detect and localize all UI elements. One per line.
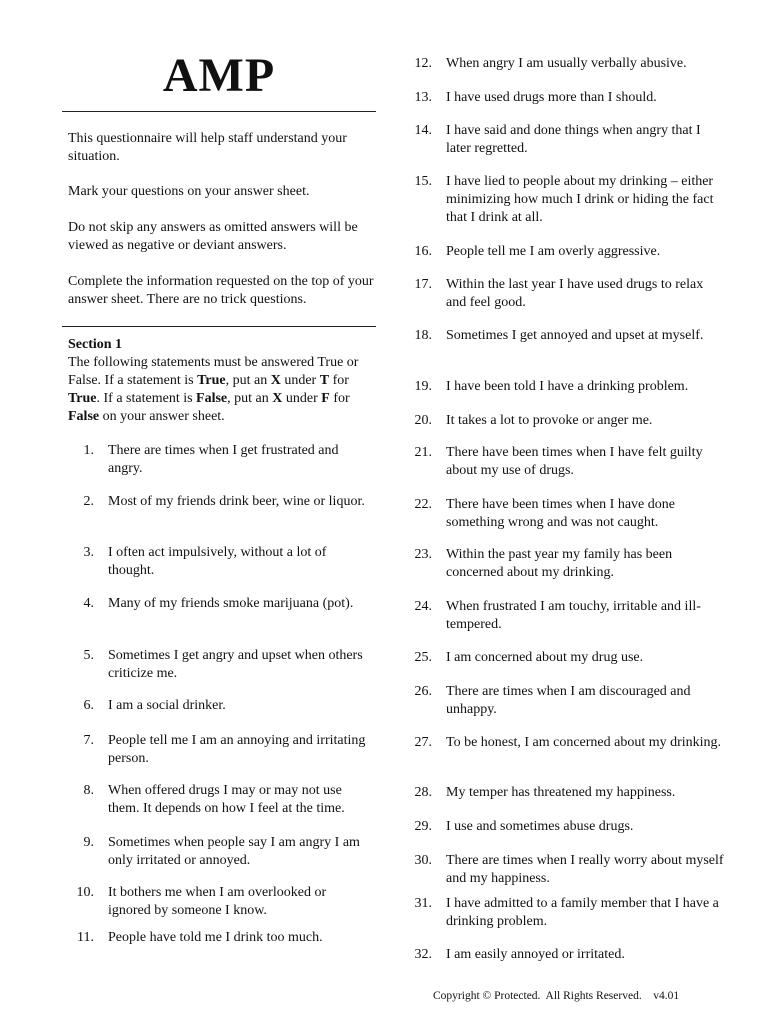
question-number: 10. bbox=[76, 885, 94, 900]
title-divider bbox=[62, 111, 376, 112]
question-text: I often act impulsively, without a lot of thought. bbox=[108, 545, 327, 578]
question-text: I am a social drinker. bbox=[108, 698, 226, 713]
question-text: I have admitted to a family member that I have a drinking problem. bbox=[446, 896, 719, 929]
question-text: I am concerned about my drug use. bbox=[446, 650, 644, 665]
question-number: 17. bbox=[414, 277, 432, 292]
question-number: 13. bbox=[414, 90, 432, 105]
question-text: My temper has threatened my happiness. bbox=[446, 785, 676, 800]
question-number: 3. bbox=[83, 545, 94, 560]
section-divider bbox=[62, 326, 376, 327]
question-number: 4. bbox=[83, 596, 94, 611]
question-number: 28. bbox=[414, 785, 432, 800]
question-text: People tell me I am an annoying and irritating person. bbox=[108, 733, 366, 766]
intro-paragraph: Do not skip any answers as omitted answers will be viewed as negative or deviant answers. bbox=[68, 220, 358, 253]
question-text: I use and sometimes abuse drugs. bbox=[446, 819, 634, 834]
question-number: 14. bbox=[414, 123, 432, 138]
question-number: 19. bbox=[414, 379, 432, 394]
question-text: I have said and done things when angry that I later regretted. bbox=[446, 123, 701, 156]
intro-paragraph: This questionnaire will help staff understand your situation. bbox=[68, 131, 347, 164]
question-number: 16. bbox=[414, 244, 432, 259]
question-number: 27. bbox=[414, 735, 432, 750]
question-text: People tell me I am overly aggressive. bbox=[446, 244, 661, 259]
section-instructions: The following statements must be answered True or False. If a statement is True, put an X under T for True. If a statement is False, put an X under F for False on your answer sheet. bbox=[68, 355, 359, 424]
question-number: 5. bbox=[83, 648, 94, 663]
question-text: I have used drugs more than I should. bbox=[446, 90, 657, 105]
question-number: 29. bbox=[414, 819, 432, 834]
question-text: Sometimes I get annoyed and upset at myself. bbox=[446, 328, 704, 343]
question-number: 6. bbox=[83, 698, 94, 713]
question-number: 18. bbox=[414, 328, 432, 343]
question-text: Within the past year my family has been concerned about my drinking. bbox=[446, 547, 673, 580]
question-text: Within the last year I have used drugs to relax and feel good. bbox=[446, 277, 704, 310]
question-number: 12. bbox=[414, 56, 432, 71]
question-text: There are times when I am discouraged and unhappy. bbox=[446, 684, 691, 717]
question-number: 1. bbox=[83, 443, 94, 458]
question-number: 8. bbox=[83, 783, 94, 798]
question-text: Sometimes when people say I am angry I am only irritated or annoyed. bbox=[108, 835, 360, 868]
question-text: It takes a lot to provoke or anger me. bbox=[446, 413, 653, 428]
question-text: To be honest, I am concerned about my drinking. bbox=[446, 735, 722, 750]
question-number: 22. bbox=[414, 497, 432, 512]
question-text: Many of my friends smoke marijuana (pot). bbox=[108, 596, 354, 611]
question-text: I have lied to people about my drinking – either minimizing how much I drink or hiding the fact that I drink at all. bbox=[446, 174, 714, 225]
question-text: There are times when I really worry about myself and my happiness. bbox=[446, 853, 724, 886]
page-title: AMP bbox=[162, 49, 276, 102]
question-text: It bothers me when I am overlooked or ignored by someone I know. bbox=[108, 885, 327, 918]
question-number: 11. bbox=[77, 930, 94, 945]
question-number: 32. bbox=[414, 947, 432, 962]
question-number: 31. bbox=[414, 896, 432, 911]
question-text: When frustrated I am touchy, irritable and ill-tempered. bbox=[446, 599, 701, 632]
question-number: 15. bbox=[414, 174, 432, 189]
question-number: 7. bbox=[83, 733, 94, 748]
question-number: 25. bbox=[414, 650, 432, 665]
question-text: There have been times when I have done something wrong and was not caught. bbox=[446, 497, 675, 530]
question-number: 24. bbox=[414, 599, 432, 614]
question-text: Sometimes I get angry and upset when others criticize me. bbox=[108, 648, 363, 681]
copyright-footer: Copyright © Protected. All Rights Reserved. v4.01 bbox=[433, 990, 680, 1002]
question-text: I have been told I have a drinking problem. bbox=[446, 379, 689, 394]
intro-paragraph: Complete the information requested on the top of your answer sheet. There are no trick questions. bbox=[68, 274, 374, 307]
question-number: 23. bbox=[414, 547, 432, 562]
question-number: 9. bbox=[83, 835, 94, 850]
question-number: 2. bbox=[83, 494, 94, 509]
question-text: People have told me I drink too much. bbox=[108, 930, 323, 945]
intro-paragraph: Mark your questions on your answer sheet. bbox=[68, 184, 310, 199]
question-text: There have been times when I have felt guilty about my use of drugs. bbox=[446, 445, 703, 478]
question-number: 21. bbox=[414, 445, 432, 460]
question-text: When offered drugs I may or may not use them. It depends on how I feel at the time. bbox=[108, 783, 345, 816]
question-text: There are times when I get frustrated and angry. bbox=[108, 443, 339, 476]
question-number: 26. bbox=[414, 684, 432, 699]
section-title: Section 1 bbox=[68, 337, 123, 352]
question-text: I am easily annoyed or irritated. bbox=[446, 947, 625, 962]
question-number: 30. bbox=[414, 853, 432, 868]
question-text: Most of my friends drink beer, wine or liquor. bbox=[108, 494, 365, 509]
question-number: 20. bbox=[414, 413, 432, 428]
question-text: When angry I am usually verbally abusive. bbox=[446, 56, 687, 71]
